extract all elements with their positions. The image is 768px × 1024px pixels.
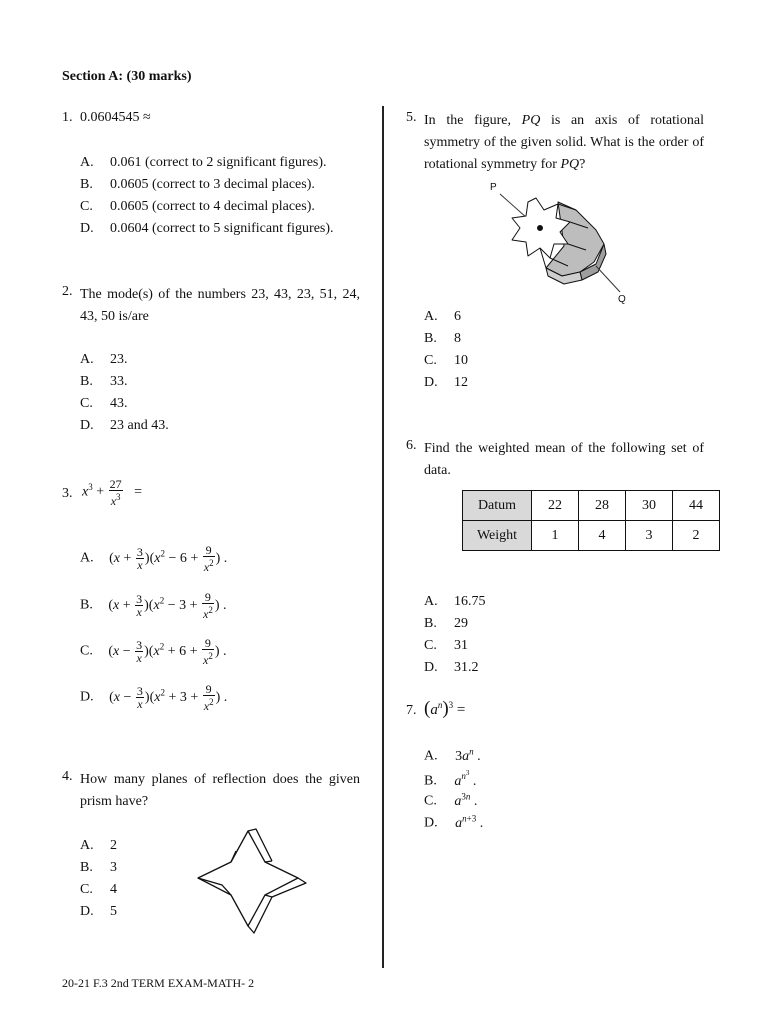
q3-option-b[interactable]: B. (x + $\frac{3}{x}$ )($x^2 - 3$ + $\frac{9}{x^2}$ ) . — [80, 590, 227, 621]
question-4-text: How many planes of reflection does the given prism have? — [80, 772, 360, 809]
question-6-number: 6. — [406, 438, 417, 453]
q2-option-d[interactable]: D. 23 and 43. — [80, 418, 169, 433]
q7-option-c-expression: $a^{3n}$ . — [454, 791, 478, 809]
question-2-number: 2. — [62, 284, 73, 299]
q3-option-a-expression: (x + $\frac{3}{x}$ )($x^2 - 6$ + $\frac{9}{x^2}$ ) . — [109, 543, 228, 574]
q7-option-d-expression: $a^{n+3}$ . — [455, 813, 484, 831]
question-5-text: In the figure, PQ is an axis of rotational symmetry of the given solid. What is the order of rotational symmetry for PQ? — [424, 113, 704, 172]
q5-option-d[interactable]: D. 12 — [424, 375, 468, 390]
table-row-label: Weight — [463, 521, 532, 551]
q3-option-c[interactable]: C. (x − $\frac{3}{x}$ )($x^2 + 6$ + $\frac{9}{x^2}$ ) . — [80, 636, 227, 667]
label-q: Q — [618, 294, 626, 305]
question-3-number: 3. — [62, 486, 73, 501]
q6-option-a[interactable]: A. 16.75 — [424, 594, 486, 609]
q7-option-b[interactable]: B. $a^{n^3}$ . — [424, 769, 477, 789]
section-title: Section A: (30 marks) — [62, 69, 192, 84]
q5-option-c[interactable]: C. 10 — [424, 353, 468, 368]
table-cell: 28 — [579, 491, 626, 521]
q3-option-b-expression: (x + $\frac{3}{x}$ )($x^2 - 3$ + $\frac{9}{x^2}$ ) . — [108, 590, 227, 621]
q2-option-c[interactable]: C. 43. — [80, 396, 128, 411]
table-row — [463, 521, 720, 551]
q6-option-c[interactable]: C. 31 — [424, 638, 468, 653]
question-3-expression: $x^3$ + $\frac{27}{x^3}$ = — [82, 477, 143, 508]
gear-solid-figure — [484, 180, 634, 305]
q7-option-a[interactable]: A. $3a^n$ . — [424, 746, 481, 764]
q4-option-b[interactable]: B. 3 — [80, 860, 117, 875]
q1-option-d[interactable]: D. 0.0604 (correct to 5 significant figures). — [80, 221, 334, 236]
q7-option-c[interactable]: C. $a^{3n}$ . — [424, 791, 478, 809]
table-cell: 3 — [626, 521, 673, 551]
question-6-text: Find the weighted mean of the following set of data. — [424, 441, 704, 478]
q5-option-b[interactable]: B. 8 — [424, 331, 461, 346]
table-row-label: Datum — [463, 491, 532, 521]
question-5-number: 5. — [406, 110, 417, 125]
table-cell: 30 — [626, 491, 673, 521]
q5-option-a[interactable]: A. 6 — [424, 309, 461, 324]
q7-option-a-expression: $3a^n$ . — [455, 746, 481, 764]
q7-option-d[interactable]: D. $a^{n+3}$ . — [424, 813, 484, 831]
q3-option-a[interactable]: A. (x + $\frac{3}{x}$ )($x^2 - 6$ + $\frac{9}{x^2}$ ) . — [80, 543, 228, 574]
q4-option-a[interactable]: A. 2 — [80, 838, 117, 853]
q7-option-b-expression: $a^{n^3}$ . — [454, 769, 477, 789]
table-cell: 2 — [673, 521, 720, 551]
question-7-expression: $(a^n)^3$ = — [424, 698, 466, 719]
table-cell: 44 — [673, 491, 720, 521]
table-cell: 22 — [532, 491, 579, 521]
q3-option-c-expression: (x − $\frac{3}{x}$ )($x^2 + 6$ + $\frac{9}{x^2}$ ) . — [108, 636, 227, 667]
label-p: P — [490, 182, 497, 193]
q2-option-a[interactable]: A. 23. — [80, 352, 128, 367]
question-4-number: 4. — [62, 769, 73, 784]
q1-option-c[interactable]: C. 0.0605 (correct to 4 decimal places). — [80, 199, 315, 214]
question-number: 1. — [62, 110, 73, 125]
q3-option-d-expression: (x − $\frac{3}{x}$ )($x^2 + 3$ + $\frac{9}{x^2}$ ) . — [109, 682, 228, 713]
table-row — [463, 491, 720, 521]
star-prism-figure — [192, 825, 314, 937]
question-2-text: The mode(s) of the numbers 23, 43, 23, 51, 24, 43, 50 is/are — [80, 287, 360, 324]
q4-option-d[interactable]: D. 5 — [80, 904, 117, 919]
question-1-text: 0.0604545 ≈ — [80, 110, 151, 125]
q4-option-c[interactable]: C. 4 — [80, 882, 117, 897]
q3-option-d[interactable]: D. (x − $\frac{3}{x}$ )($x^2 + 3$ + $\frac{9}{x^2}$ ) . — [80, 682, 228, 713]
data-table — [462, 490, 720, 551]
question-7-number: 7. — [406, 703, 417, 718]
q2-option-b[interactable]: B. 33. — [80, 374, 128, 389]
q6-option-d[interactable]: D. 31.2 — [424, 660, 479, 675]
table-cell: 1 — [532, 521, 579, 551]
question-1 — [62, 110, 73, 126]
q1-option-b[interactable]: B. 0.0605 (correct to 3 decimal places). — [80, 177, 315, 192]
table-cell: 4 — [579, 521, 626, 551]
q6-option-b[interactable]: B. 29 — [424, 616, 468, 631]
page-footer: 20-21 F.3 2nd TERM EXAM-MATH- 2 — [62, 976, 255, 990]
column-divider — [382, 106, 384, 968]
q1-option-a[interactable]: A. 0.061 (correct to 2 significant figures). — [80, 155, 327, 170]
